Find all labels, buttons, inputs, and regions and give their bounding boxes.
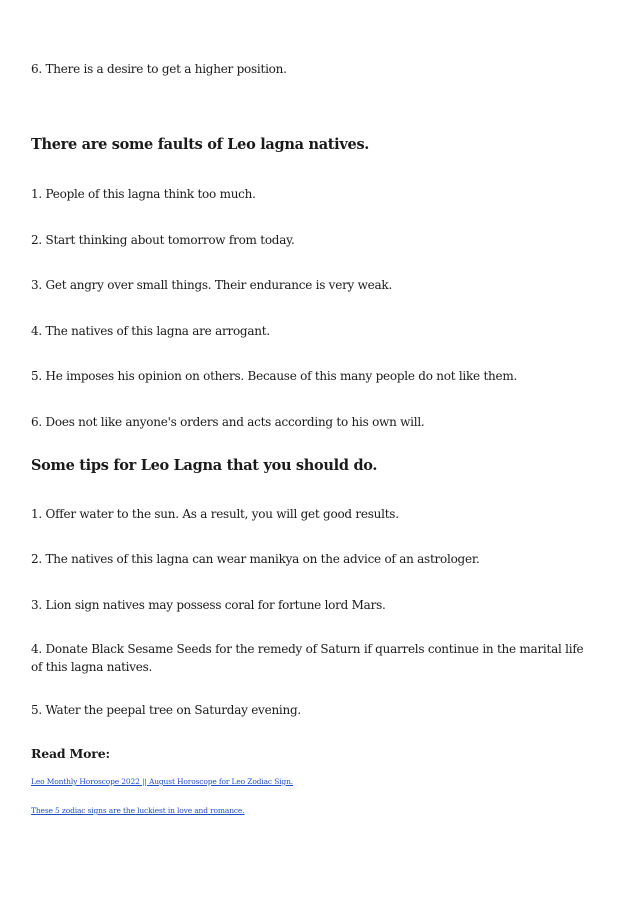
fault-item: 1. People of this lagna think too much. — [31, 187, 256, 201]
fault-item: 6. Does not like anyone's orders and acts according to his own will. — [31, 415, 425, 429]
read-more-label: Read More: — [31, 746, 110, 761]
fault-item: 3. Get angry over small things. Their endurance is very weak. — [31, 278, 393, 292]
fault-item: 5. He imposes his opinion on others. Because of this many people do not like them. — [31, 369, 518, 383]
tip-item: 2. The natives of this lagna can wear manikya on the advice of an astrologer. — [31, 552, 480, 566]
fault-item: 2. Start thinking about tomorrow from today. — [31, 233, 295, 247]
tip-item: 5. Water the peepal tree on Saturday evening. — [31, 703, 301, 717]
tip-item: 1. Offer water to the sun. As a result, you will get good results. — [31, 507, 399, 521]
tips-heading: Some tips for Leo Lagna that you should do. — [31, 457, 378, 474]
tip-item: 3. Lion sign natives may possess coral for fortune lord Mars. — [31, 598, 386, 612]
desire-item: 6. There is a desire to get a higher position. — [31, 62, 287, 76]
tip-item: 4. Donate Black Sesame Seeds for the remedy of Saturn if quarrels continue in the marital life of this lagna natives. — [31, 642, 584, 674]
read-more-link-luckiest-zodiac-signs[interactable]: These 5 zodiac signs are the luckiest in love and romance. — [31, 806, 245, 815]
fault-item: 4. The natives of this lagna are arrogant. — [31, 324, 270, 338]
read-more-link-leo-monthly-horoscope[interactable]: Leo Monthly Horoscope 2022 || August Horoscope for Leo Zodiac Sign. — [31, 777, 293, 786]
faults-heading: There are some faults of Leo lagna natives. — [31, 136, 370, 153]
